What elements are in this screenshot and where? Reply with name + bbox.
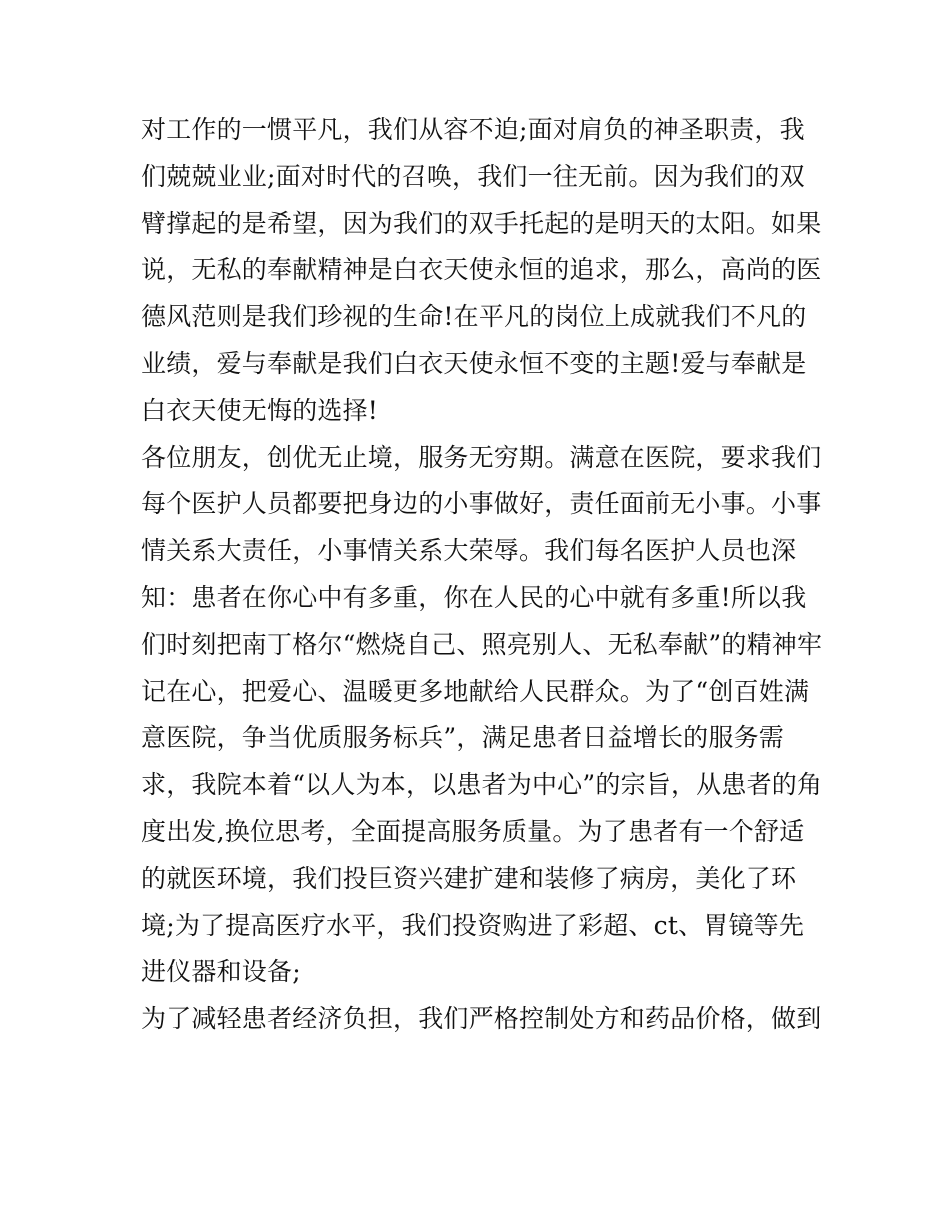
- text-line: 为了减轻患者经济负担，我们严格控制处方和药品价格，做到: [141, 1004, 822, 1034]
- text-line: 意医院，争当优质服务标兵”，满足患者日益增长的服务需: [141, 723, 784, 753]
- text-line: 说，无私的奉献精神是白衣天使永恒的追求，那么，高尚的医: [141, 255, 822, 285]
- text-line: 境;为了提高医疗水平，我们投资购进了彩超、ct、胃镜等先: [141, 910, 805, 940]
- text-line: 们时刻把南丁格尔“燃烧自己、照亮别人、无私奉献”的精神牢: [141, 629, 823, 659]
- text-line: 们兢兢业业;面对时代的召唤，我们一往无前。因为我们的双: [141, 161, 805, 191]
- text-line: 知：患者在你心中有多重，你在人民的心中就有多重!所以我: [141, 582, 807, 612]
- text-line: 臂撑起的是希望，因为我们的双手托起的是明天的太阳。如果: [141, 208, 822, 238]
- text-line: 情关系大责任，小事情关系大荣辱。我们每名医护人员也深: [141, 536, 797, 566]
- text-line: 每个医护人员都要把身边的小事做好，责任面前无小事。小事: [141, 489, 822, 519]
- text-line: 业绩，爱与奉献是我们白衣天使永恒不变的主题!爱与奉献是: [141, 348, 807, 378]
- text-line: 白衣天使无悔的选择!: [141, 395, 379, 425]
- text-line: 各位朋友，创优无止境，服务无穷期。满意在医院，要求我们: [141, 442, 822, 472]
- text-line: 对工作的一惯平凡，我们从容不迫;面对肩负的神圣职责，我: [141, 115, 805, 144]
- body-text: [141, 107, 831, 1043]
- text-line: 记在心，把爱心、温暖更多地献给人民群众。为了“创百姓满: [141, 676, 810, 706]
- text-line: 德风范则是我们珍视的生命!在平凡的岗位上成就我们不凡的: [141, 302, 807, 332]
- text-line: 求，我院本着“以人为本，以患者为中心”的宗旨，从患者的角: [141, 770, 823, 800]
- text-line: 进仪器和设备;: [141, 957, 301, 987]
- text-line: 度出发,换位思考，全面提高服务质量。为了患者有一个舒适: [141, 816, 805, 846]
- text-line: 的就医环境，我们投巨资兴建扩建和装修了病房，美化了环: [141, 863, 797, 893]
